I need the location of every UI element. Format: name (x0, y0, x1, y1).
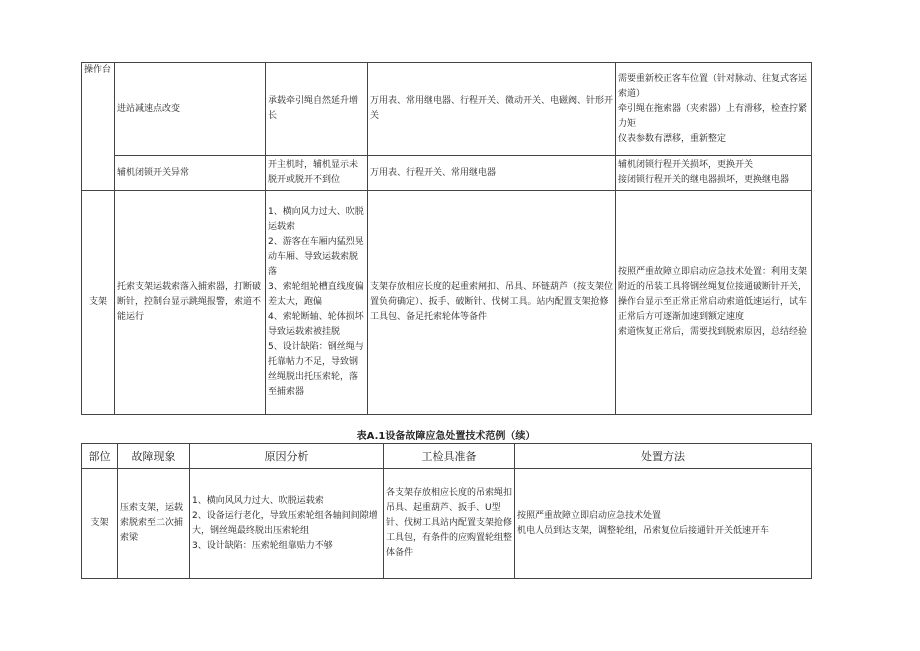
cause-cell: 1、横向风风力过大、吹脱运载索 2、设备运行老化，导致压索轮组各轴间间隙增大，钢丝绳最终脱出压索轮组 3、设计缺陷：压索轮组靠贴力不够 (190, 469, 384, 579)
phenomenon-cell: 进站减速点改变 (115, 63, 266, 156)
phenomenon-cell: 压索支架，运载索脱索至二次捕索梁 (118, 469, 190, 579)
phenomenon-cell: 托索支架运载索落入捕索器，打断破断针，控制台显示跳绳报警，索道不能运行 (115, 191, 266, 415)
header-method: 处置方法 (515, 444, 812, 469)
tools-cell: 万用表、行程开关、常用继电器 (368, 156, 616, 191)
header-phenomenon: 故障现象 (118, 444, 190, 469)
header-part: 部位 (82, 444, 118, 469)
cause-cell: 承载牵引绳自然延升增长 (266, 63, 368, 156)
part-cell-support: 支架 (82, 469, 118, 579)
method-cell: 按照严重故障立即启动应急技术处置 机电人员到达支架，调整轮组，吊索复位后接通针开关低速开车 (515, 469, 812, 579)
method-cell: 按照严重故障立即启动应急技术处置：利用支架附近的吊装工具将钢丝绳复位接通破断针开关，操作台显示至正常正常启动索道低速运行，试车正常后方可逐渐加速到额定速度 索道恢复正常后，需要找到脱索原因，总结经验 (616, 191, 812, 415)
tools-cell: 支架存放相应长度的起重索闸扣、吊具、环链葫芦（按支架位置负荷确定）、扳手、破断针、伐树工具。站内配置支架抢修工具包、备足托索轮体等备件 (368, 191, 616, 415)
method-cell: 辅机闭锁行程开关损坏，更换开关 接闭锁行程开关的继电器损坏，更换继电器 (616, 156, 812, 191)
table-caption: 表A.1设备故障应急处置技术范例（续） (356, 431, 536, 442)
phenomenon-cell: 辅机闭锁开关异常 (115, 156, 266, 191)
header-tools: 工检具准备 (384, 444, 515, 469)
cause-cell: 1、横向风力过大、吹脱运载索 2、游客在车厢内猛烈晃动车厢、导致运载索脱落 3、索轮组轮槽直线度偏差太大，跑偏 4、索轮断轴、轮体损坏导致运载索被挂脱 5、设计缺陷：钢丝绳与托靠帖力不足，导致钢丝绳脱出托压索轮，落至捕索器 (266, 191, 368, 415)
cause-cell: 开主机时，辅机显示未脱开或脱开不到位 (266, 156, 368, 191)
part-cell-support: 支架 (82, 191, 115, 415)
fault-table-upper (81, 62, 812, 415)
tools-cell: 万用表、常用继电器、行程开关、微动开关、电磁阀、针形开关 (368, 63, 616, 156)
tools-cell: 各支架存放相应长度的吊索绳扣吊具、起重葫芦、扳手、U型针、伐树工具站内配置支架抢修工具包，有条件的应购置轮组整体备件 (384, 469, 515, 579)
method-cell: 需要重新校正客车位置（针对脉动、往复式客运索道） 牵引绳在拖索器（夹索器）上有滑移，检查拧紧力矩 仪表参数有漂移，重新整定 (616, 63, 812, 156)
fault-table-lower (81, 443, 812, 579)
part-cell-operation-desk: 操作台 (82, 63, 115, 191)
header-cause: 原因分析 (190, 444, 384, 469)
